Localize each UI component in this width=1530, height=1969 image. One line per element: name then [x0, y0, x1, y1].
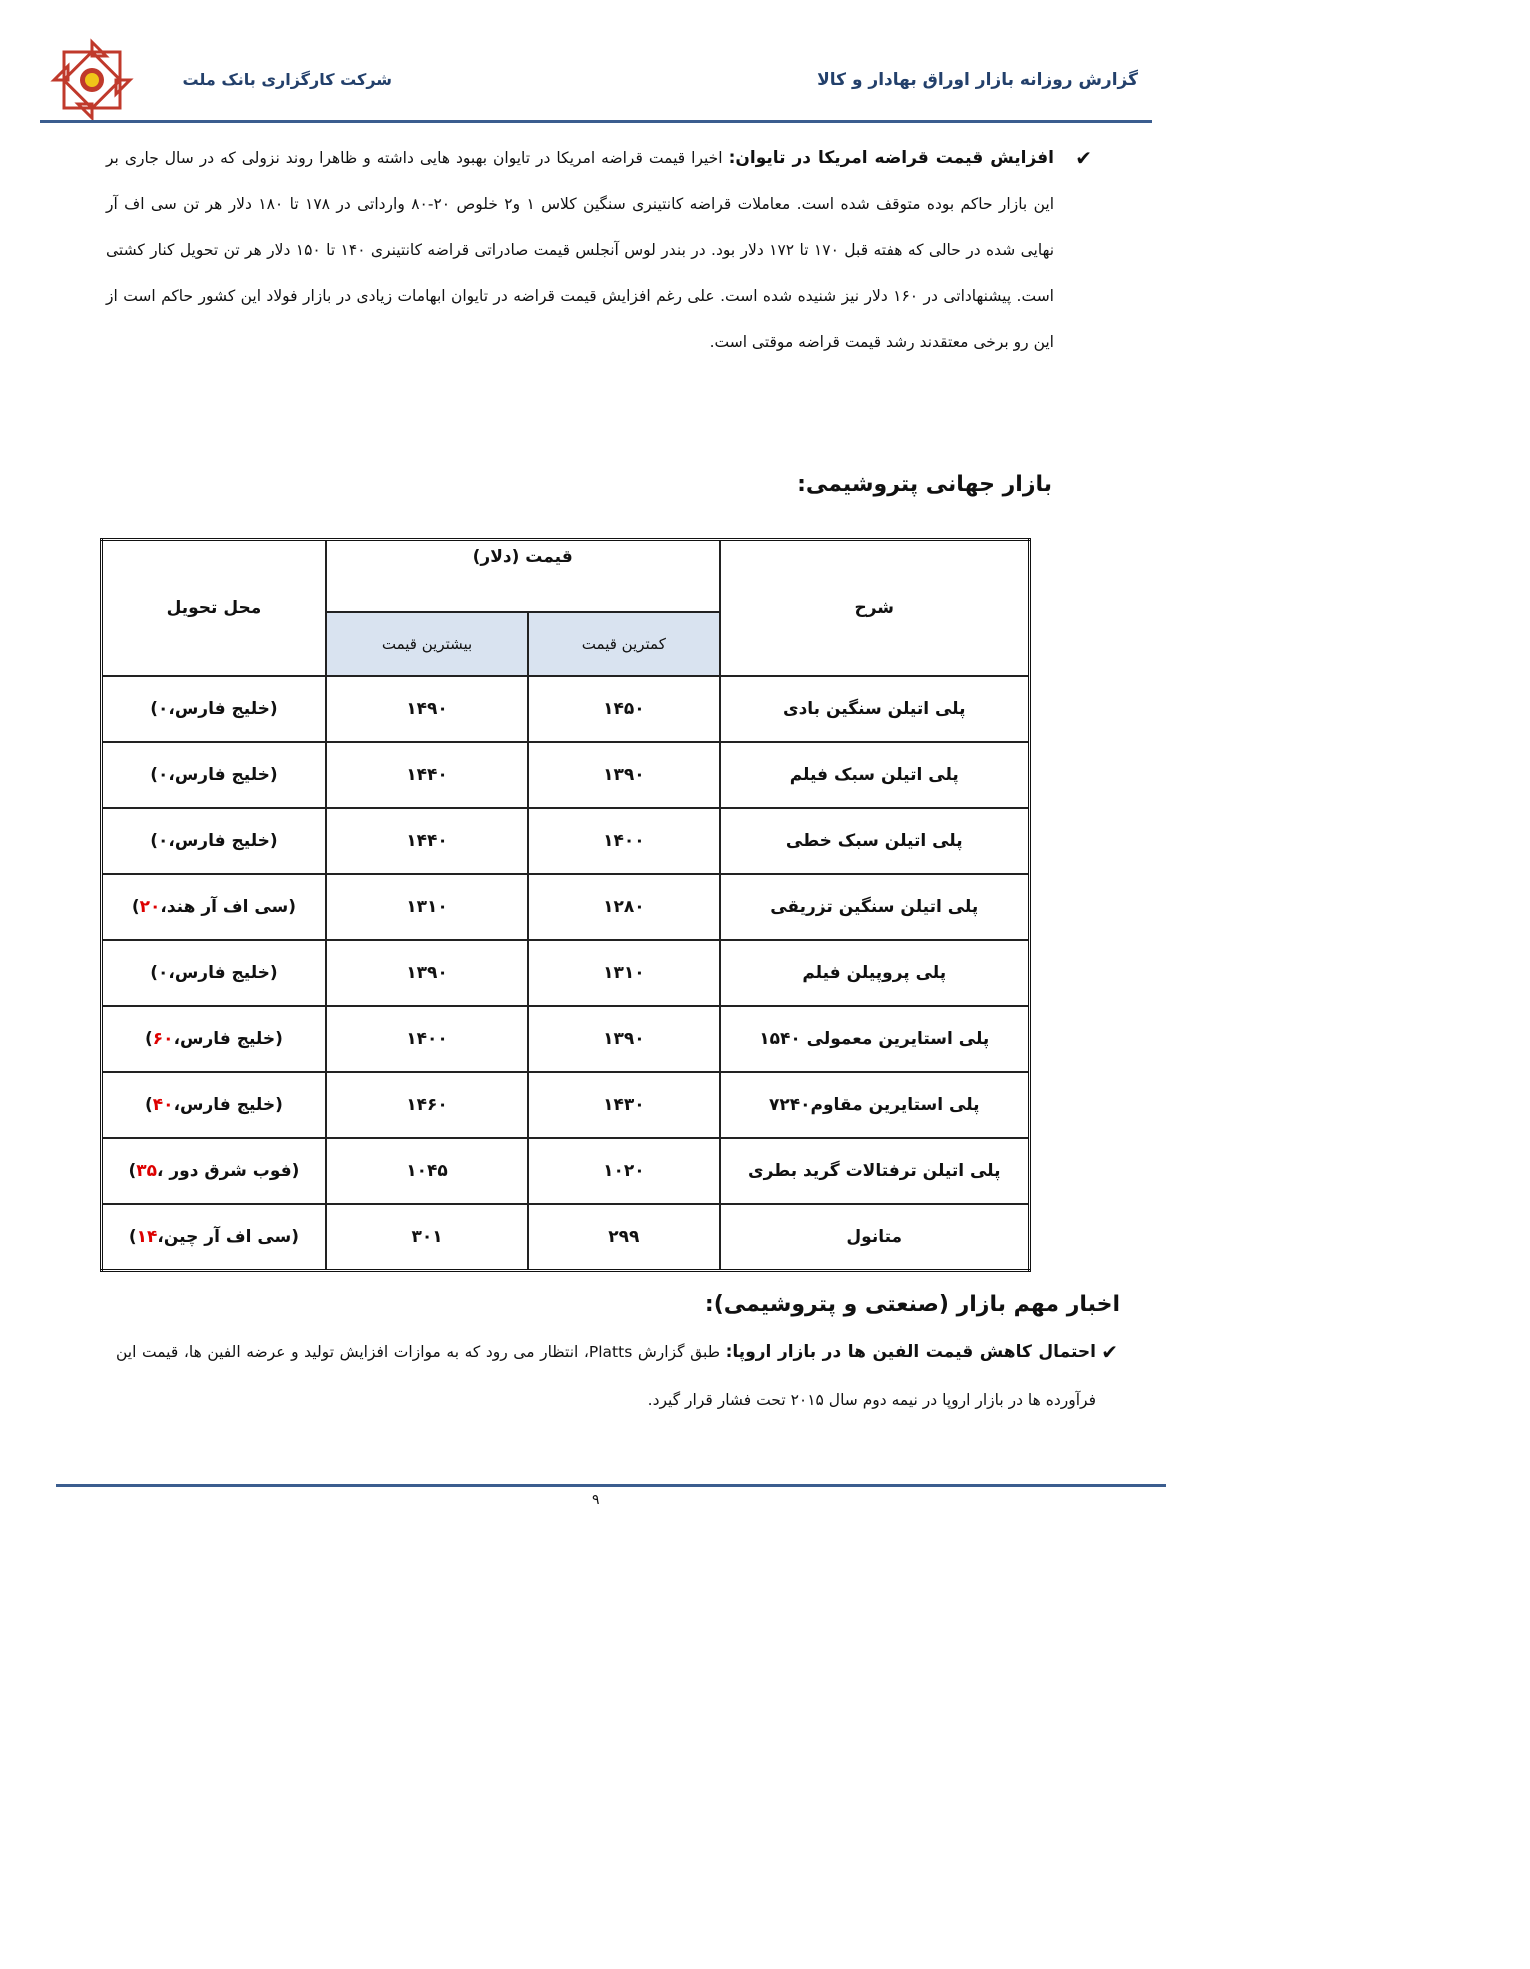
page-number: ۹	[592, 1492, 600, 1508]
product-cell: پلی پروپیلن فیلم	[720, 940, 1030, 1006]
petro-section-title: بازار جهانی پتروشیمی:	[797, 472, 1052, 497]
price-change: ۰	[157, 699, 169, 719]
delivery-location: (خلیج فارس،	[168, 963, 278, 983]
delivery-cell	[102, 874, 326, 940]
min-price-cell: ۱۰۲۰	[528, 1138, 719, 1204]
product-cell: پلی اتیلن سبک فیلم	[720, 742, 1030, 808]
delivery-close-paren: )	[128, 1227, 137, 1247]
news-section-title: اخبار مهم بازار (صنعتی و پتروشیمی):	[704, 1292, 1120, 1317]
check-icon: ✔	[1075, 146, 1092, 170]
product-cell: پلی استایرین معمولی ۱۵۴۰	[720, 1006, 1030, 1072]
delivery-close-paren: )	[150, 699, 158, 719]
paragraph-lead: افزایش قیمت قراضه امریکا در تایوان:	[728, 148, 1054, 168]
col-price-header: قیمت (دلار)	[326, 540, 720, 613]
table-row	[102, 1204, 1030, 1271]
delivery-close-paren: )	[150, 963, 158, 983]
table-row	[102, 742, 1030, 808]
max-price-cell: ۱۴۴۰	[326, 742, 528, 808]
min-price-cell: ۱۳۱۰	[528, 940, 719, 1006]
min-price-cell: ۲۹۹	[528, 1204, 719, 1271]
min-price-cell: ۱۴۳۰	[528, 1072, 719, 1138]
price-change: ۰	[157, 963, 169, 983]
delivery-close-paren: )	[145, 1095, 153, 1115]
price-change: ۶۰	[152, 1029, 174, 1049]
max-price-cell: ۳۰۱	[326, 1204, 528, 1271]
product-cell: پلی استایرین مقاوم۷۲۴۰	[720, 1072, 1030, 1138]
table-row	[102, 676, 1030, 742]
company-logo	[50, 38, 134, 122]
price-change: ۲۰	[139, 897, 161, 917]
scrap-paragraph	[106, 135, 1092, 365]
delivery-cell	[102, 808, 326, 874]
product-cell: پلی اتیلن سبک خطی	[720, 808, 1030, 874]
price-change: ۴۰	[152, 1095, 174, 1115]
table-row	[102, 940, 1030, 1006]
table-row	[102, 1006, 1030, 1072]
max-price-cell: ۱۰۴۵	[326, 1138, 528, 1204]
delivery-cell	[102, 676, 326, 742]
delivery-close-paren: )	[150, 765, 158, 785]
delivery-location: (خلیج فارس،	[168, 765, 278, 785]
max-price-cell: ۱۳۱۰	[326, 874, 528, 940]
product-cell: پلی اتیلن ترفتالات گرید بطری	[720, 1138, 1030, 1204]
max-price-cell: ۱۴۰۰	[326, 1006, 528, 1072]
min-price-cell: ۱۳۹۰	[528, 1006, 719, 1072]
paragraph-text: اخیرا قیمت قراضه امریکا در تایوان بهبود هایی داشته و ظاهرا روند نزولی که در سال جاری بر این بازار حاکم بوده متوقف شده است. معاملات قراضه کانتینری سنگین کلاس ۱ و۲ خلوص ۲۰-۸۰ وارداتی در ۱۷۸ تا ۱۸۰ دلار هر تن سی اف آر نهایی شده در حالی که هفته قبل ۱۷۰ تا ۱۷۲ دلار بود. در بندر لوس آنجلس قیمت صادراتی قراضه کانتینری ۱۴۰ تا ۱۵۰ دلار هر تن تحویل کنار کشتی است. پیشنهاداتی در ۱۶۰ دلار نیز شنیده شده است. علی رغم افزایش قیمت قراضه در تایوان ابهامات زیادی در بازار فولاد این کشور حاکم است از این رو برخی معتقدند رشد قیمت قراضه موقتی است.	[106, 149, 1055, 351]
product-cell: پلی اتیلن سنگین بادی	[720, 676, 1030, 742]
check-icon: ✔	[1101, 1340, 1118, 1364]
delivery-cell	[102, 940, 326, 1006]
price-change: ۳۵	[136, 1161, 157, 1181]
min-price-cell: ۱۲۸۰	[528, 874, 719, 940]
delivery-location: (خلیج فارس،	[173, 1029, 283, 1049]
delivery-close-paren: )	[131, 897, 140, 917]
delivery-location: (فوب شرق دور ،	[157, 1161, 300, 1181]
col-max-header: بیشترین قیمت	[326, 612, 528, 676]
price-change: ۰	[157, 831, 169, 851]
delivery-close-paren: )	[145, 1029, 153, 1049]
max-price-cell: ۱۴۴۰	[326, 808, 528, 874]
max-price-cell: ۱۴۹۰	[326, 676, 528, 742]
max-price-cell: ۱۴۶۰	[326, 1072, 528, 1138]
min-price-cell: ۱۴۵۰	[528, 676, 719, 742]
min-price-cell: ۱۳۹۰	[528, 742, 719, 808]
news-paragraph	[116, 1328, 1118, 1424]
col-min-header: کمترین قیمت	[528, 612, 719, 676]
delivery-cell	[102, 1006, 326, 1072]
footer-rule	[56, 1484, 1166, 1487]
max-price-cell: ۱۳۹۰	[326, 940, 528, 1006]
delivery-cell	[102, 1072, 326, 1138]
col-delivery-header: محل تحویل	[102, 540, 326, 677]
delivery-location: (سی اف آر هند،	[160, 897, 297, 917]
table-row	[102, 808, 1030, 874]
price-change: ۰	[157, 765, 169, 785]
table-row	[102, 1138, 1030, 1204]
delivery-location: (خلیج فارس،	[173, 1095, 283, 1115]
table-row	[102, 1072, 1030, 1138]
delivery-cell	[102, 742, 326, 808]
petro-price-table	[100, 538, 1031, 1272]
price-change: ۱۴	[136, 1227, 158, 1247]
news-text: طبق گزارش Platts، انتظار می رود که به موازات افزایش تولید و عرضه الفین ها، قیمت این فرآورده ها در بازار اروپا در نیمه دوم سال ۲۰۱۵ تحت فشار قرار گیرد.	[116, 1343, 1096, 1409]
col-desc-header: شرح	[720, 540, 1030, 677]
product-cell: متانول	[720, 1204, 1030, 1271]
delivery-location: (خلیج فارس،	[168, 699, 278, 719]
min-price-cell: ۱۴۰۰	[528, 808, 719, 874]
header-rule	[40, 120, 1152, 123]
delivery-location: (خلیج فارس،	[168, 831, 278, 851]
company-name: شرکت کارگزاری بانک ملت	[182, 70, 392, 89]
delivery-cell	[102, 1204, 326, 1271]
report-title: گزارش روزانه بازار اوراق بهادار و کالا	[817, 70, 1138, 90]
product-cell: پلی اتیلن سنگین تزریقی	[720, 874, 1030, 940]
delivery-cell	[102, 1138, 326, 1204]
news-lead: احتمال کاهش قیمت الفین ها در بازار اروپا:	[725, 1342, 1096, 1362]
table-row	[102, 874, 1030, 940]
delivery-location: (سی اف آر چین،	[157, 1227, 299, 1247]
delivery-close-paren: )	[150, 831, 158, 851]
delivery-close-paren: )	[128, 1161, 137, 1181]
